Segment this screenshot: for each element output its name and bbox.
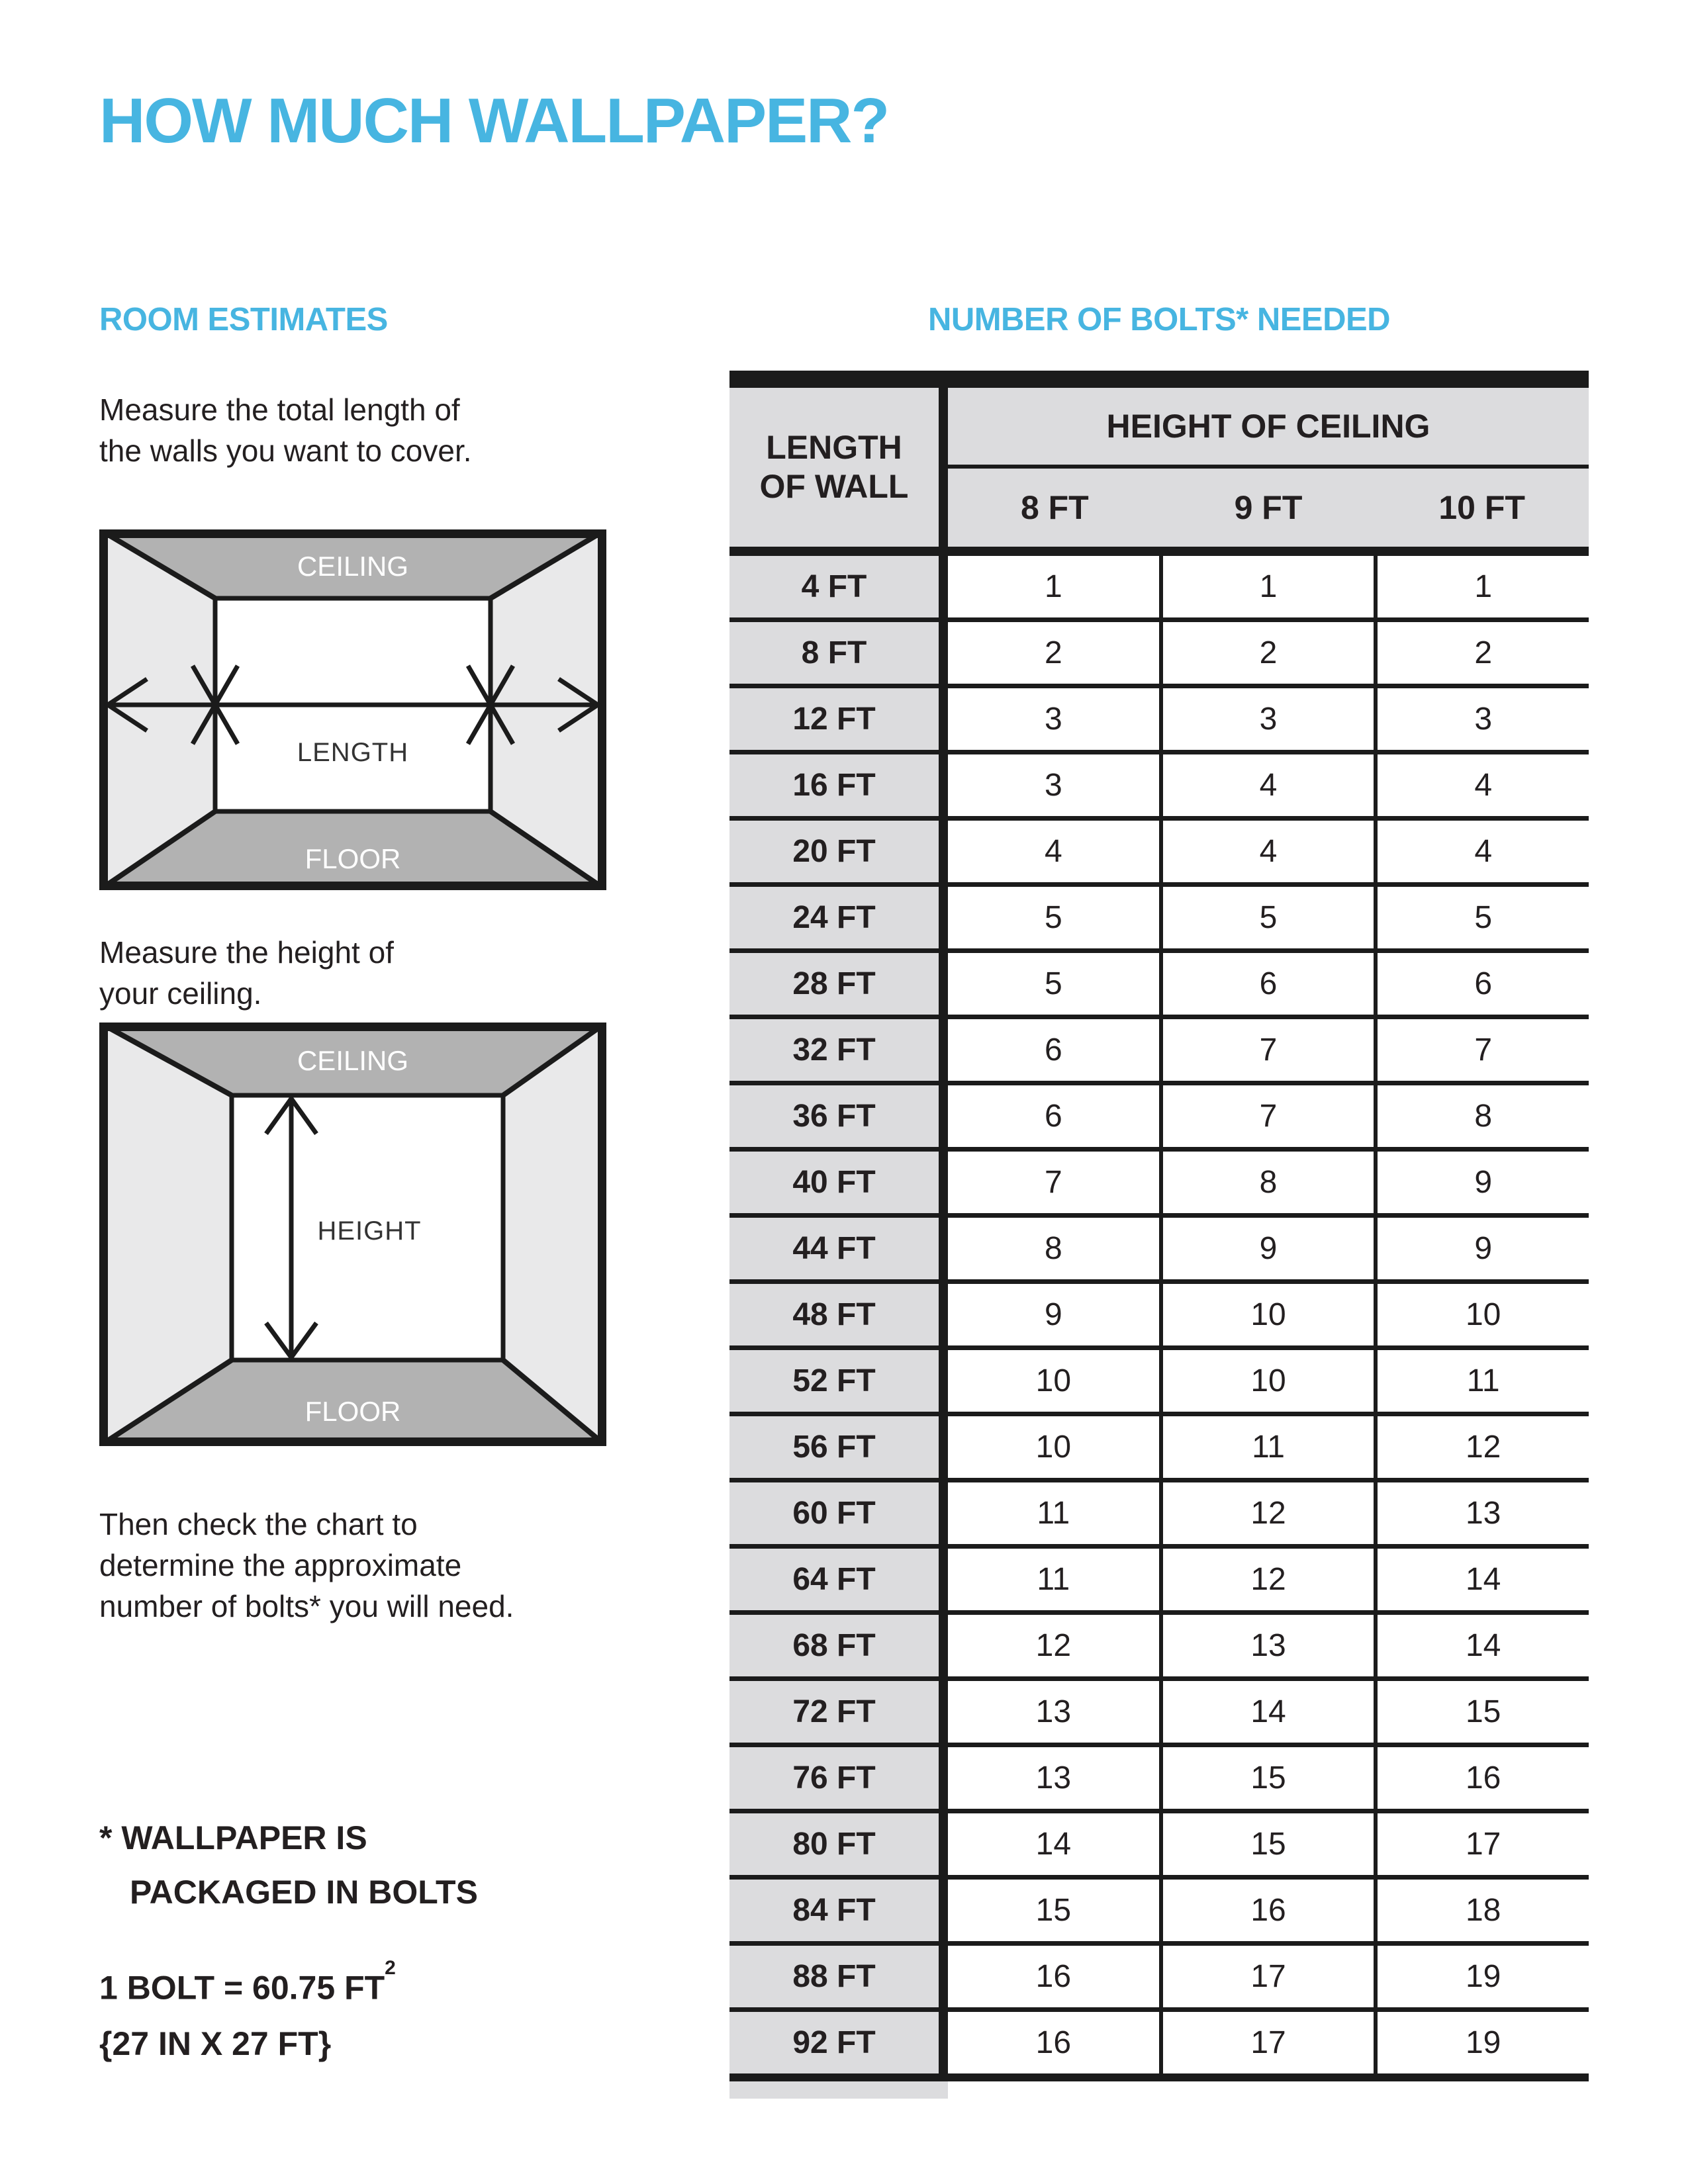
row-length-label: 28 FT (729, 953, 948, 1015)
ceiling-height-subheaders (948, 469, 1589, 547)
floor-label: FLOOR (305, 1396, 401, 1427)
table-row (729, 688, 1589, 754)
bolt-count-cell: 14 (1378, 1549, 1589, 1610)
row-length-label: 44 FT (729, 1218, 948, 1279)
bolt-count-cell: 5 (948, 887, 1163, 948)
bolt-count-cell: 13 (1163, 1615, 1378, 1676)
bolt-count-cell: 17 (1163, 2012, 1378, 2073)
bolt-count-cell: 1 (948, 556, 1163, 617)
bolt-count-cell: 6 (948, 1019, 1163, 1081)
bolt-count-cell: 6 (1378, 953, 1589, 1015)
bolt-count-cell: 8 (1163, 1152, 1378, 1213)
table-row (729, 622, 1589, 688)
page-title: HOW MUCH WALLPAPER? (99, 85, 889, 156)
row-length-label: 24 FT (729, 887, 948, 948)
bolt-count-cell: 11 (948, 1482, 1163, 1544)
bolt-count-cell: 4 (1378, 754, 1589, 816)
bolt-count-cell: 2 (948, 622, 1163, 684)
bolt-count-cell: 6 (948, 1085, 1163, 1147)
row-length-label: 32 FT (729, 1019, 948, 1081)
bolt-count-cell: 18 (1378, 1880, 1589, 1941)
height-of-ceiling-header-group (948, 388, 1589, 547)
footnote-line: * WALLPAPER IS (99, 1819, 367, 1856)
table-row (729, 1085, 1589, 1152)
bolt-count-cell: 11 (1163, 1416, 1378, 1478)
bolt-count-cell: 1 (1163, 556, 1378, 617)
bolt-count-cell: 14 (1378, 1615, 1589, 1676)
row-length-label: 36 FT (729, 1085, 948, 1147)
squared-superscript: 2 (385, 1957, 396, 1979)
table-row (729, 754, 1589, 821)
table-row (729, 1218, 1589, 1284)
table-row (729, 1416, 1589, 1482)
bolt-count-cell: 12 (1378, 1416, 1589, 1478)
bolt-count-cell: 7 (948, 1152, 1163, 1213)
paragraph-line: the walls you want to cover. (99, 433, 472, 468)
bolt-count-cell: 3 (1378, 688, 1589, 750)
wallpaper-bolts-footnote (99, 1811, 478, 1919)
col-header-10ft: 10 FT (1438, 489, 1525, 526)
paragraph-line: Then check the chart to (99, 1507, 418, 1541)
bolt-count-cell: 15 (1163, 1747, 1378, 1809)
table-row (729, 1549, 1589, 1615)
table-bottom-bar (729, 2073, 1589, 2081)
bolt-equation (99, 1954, 396, 2071)
bolt-count-cell: 16 (1378, 1747, 1589, 1809)
row-length-label: 48 FT (729, 1284, 948, 1345)
bolt-count-cell: 3 (1163, 688, 1378, 750)
bolt-count-cell: 12 (1163, 1482, 1378, 1544)
bolt-count-cell: 7 (1163, 1085, 1378, 1147)
table-row (729, 821, 1589, 887)
paragraph-measure-height (99, 932, 394, 1014)
bolt-count-cell: 14 (948, 1813, 1163, 1875)
bolt-count-cell: 13 (1378, 1482, 1589, 1544)
bolt-table (729, 371, 1589, 2099)
bolt-count-cell: 4 (1378, 821, 1589, 882)
bolt-count-cell: 13 (948, 1747, 1163, 1809)
bolt-count-cell: 10 (1378, 1284, 1589, 1345)
row-length-label: 8 FT (729, 622, 948, 684)
bolt-dimensions-line: {27 IN X 27 FT} (99, 2025, 332, 2062)
table-row (729, 1482, 1589, 1549)
table-row (729, 1152, 1589, 1218)
bolts-needed-heading: NUMBER OF BOLTS* NEEDED (927, 302, 1391, 338)
header-line: OF WALL (759, 468, 909, 505)
bolt-count-cell: 9 (1378, 1152, 1589, 1213)
room-height-diagram (99, 1023, 606, 1446)
paragraph-line: determine the approximate (99, 1548, 462, 1582)
row-length-label: 40 FT (729, 1152, 948, 1213)
footnote-line: PACKAGED IN BOLTS (130, 1874, 478, 1911)
table-row (729, 1747, 1589, 1813)
bolt-count-cell: 17 (1163, 1946, 1378, 2007)
row-length-label: 92 FT (729, 2012, 948, 2073)
table-row (729, 1681, 1589, 1747)
bolt-count-cell: 5 (1378, 887, 1589, 948)
row-length-label: 88 FT (729, 1946, 948, 2007)
header-line: LENGTH (766, 429, 902, 466)
length-label: LENGTH (297, 738, 409, 767)
paragraph-line: your ceiling. (99, 976, 262, 1011)
bolt-count-cell: 13 (948, 1681, 1163, 1743)
bolt-count-cell: 9 (1163, 1218, 1378, 1279)
bolt-count-cell: 11 (1378, 1350, 1589, 1412)
table-row (729, 2012, 1589, 2073)
bolt-count-cell: 8 (948, 1218, 1163, 1279)
row-length-label: 56 FT (729, 1416, 948, 1478)
bolt-count-cell: 12 (1163, 1549, 1378, 1610)
bolt-count-cell: 5 (948, 953, 1163, 1015)
row-length-label: 80 FT (729, 1813, 948, 1875)
row-length-label: 76 FT (729, 1747, 948, 1809)
bolt-count-cell: 1 (1378, 556, 1589, 617)
bolt-count-cell: 6 (1163, 953, 1378, 1015)
height-of-ceiling-header: HEIGHT OF CEILING (948, 388, 1589, 469)
table-row (729, 1284, 1589, 1350)
floor-label: FLOOR (305, 843, 401, 874)
paragraph-check-chart (99, 1504, 514, 1627)
paragraph-line: number of bolts* you will need. (99, 1589, 514, 1623)
bolt-count-cell: 14 (1163, 1681, 1378, 1743)
table-row (729, 1880, 1589, 1946)
row-length-label: 12 FT (729, 688, 948, 750)
room-estimates-heading: ROOM ESTIMATES (99, 302, 388, 338)
bolt-count-cell: 11 (948, 1549, 1163, 1610)
bolt-count-cell: 12 (948, 1615, 1163, 1676)
bolt-count-cell: 2 (1378, 622, 1589, 684)
bolt-count-cell: 5 (1163, 887, 1378, 948)
table-corner-stub (729, 2081, 948, 2099)
bolt-count-cell: 4 (1163, 754, 1378, 816)
height-label: HEIGHT (317, 1216, 422, 1246)
bolt-count-cell: 7 (1378, 1019, 1589, 1081)
table-row (729, 1813, 1589, 1880)
paragraph-line: Measure the height of (99, 935, 394, 970)
bolt-count-cell: 10 (948, 1350, 1163, 1412)
table-row (729, 556, 1589, 622)
bolt-count-cell: 19 (1378, 2012, 1589, 2073)
bolt-count-cell: 10 (1163, 1284, 1378, 1345)
row-length-label: 60 FT (729, 1482, 948, 1544)
length-of-wall-header (729, 388, 948, 547)
row-length-label: 68 FT (729, 1615, 948, 1676)
ceiling-label: CEILING (297, 1045, 409, 1076)
table-row (729, 1946, 1589, 2012)
bolt-count-cell: 17 (1378, 1813, 1589, 1875)
table-row (729, 953, 1589, 1019)
bolt-count-cell: 15 (1163, 1813, 1378, 1875)
row-length-label: 16 FT (729, 754, 948, 816)
bolt-count-cell: 16 (948, 2012, 1163, 2073)
bolt-count-cell: 16 (948, 1946, 1163, 2007)
paragraph-measure-length (99, 389, 472, 471)
table-row (729, 887, 1589, 953)
bolt-count-cell: 3 (948, 688, 1163, 750)
row-length-label: 64 FT (729, 1549, 948, 1610)
room-length-diagram (99, 529, 606, 890)
bolt-count-cell: 19 (1378, 1946, 1589, 2007)
bolt-table-body (729, 556, 1589, 2073)
bolt-count-cell: 4 (1163, 821, 1378, 882)
table-row (729, 1350, 1589, 1416)
bolt-count-cell: 9 (1378, 1218, 1589, 1279)
bolt-count-cell: 8 (1378, 1085, 1589, 1147)
col-header-9ft: 9 FT (1234, 489, 1303, 526)
table-header (729, 388, 1589, 556)
bolt-count-cell: 2 (1163, 622, 1378, 684)
bolt-count-cell: 16 (1163, 1880, 1378, 1941)
row-length-label: 84 FT (729, 1880, 948, 1941)
bolt-count-cell: 7 (1163, 1019, 1378, 1081)
bolt-count-cell: 15 (1378, 1681, 1589, 1743)
bolt-count-cell: 3 (948, 754, 1163, 816)
col-header-8ft: 8 FT (1020, 489, 1089, 526)
row-length-label: 52 FT (729, 1350, 948, 1412)
bolt-count-cell: 10 (948, 1416, 1163, 1478)
bolt-count-cell: 10 (1163, 1350, 1378, 1412)
row-length-label: 72 FT (729, 1681, 948, 1743)
bolt-count-cell: 15 (948, 1880, 1163, 1941)
bolt-equation-line: 1 BOLT = 60.75 $FT^2$ (99, 1957, 396, 2007)
table-row (729, 1615, 1589, 1681)
table-row (729, 1019, 1589, 1085)
row-length-label: 4 FT (729, 556, 948, 617)
table-top-bar (729, 371, 1589, 388)
row-length-label: 20 FT (729, 821, 948, 882)
paragraph-line: Measure the total length of (99, 392, 460, 427)
bolt-count-cell: 4 (948, 821, 1163, 882)
ceiling-label: CEILING (297, 551, 409, 582)
bolt-count-cell: 9 (948, 1284, 1163, 1345)
